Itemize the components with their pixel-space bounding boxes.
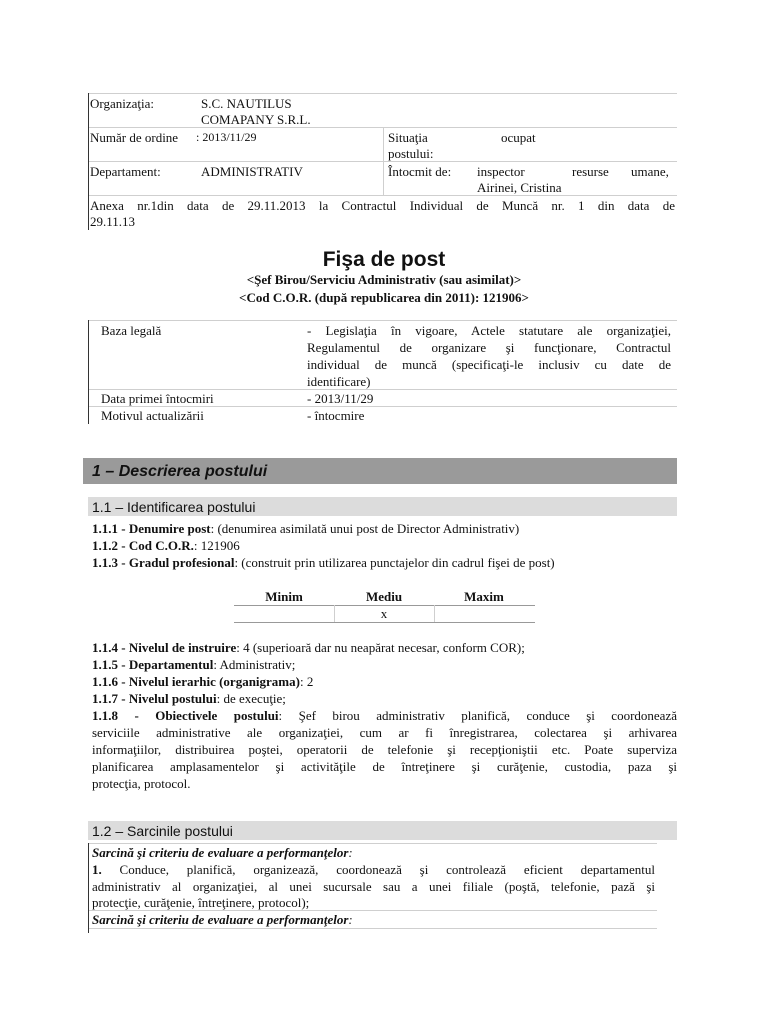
intocmit-value-word-2: resurse (572, 164, 609, 179)
baza-value-2: Regulamentul de organizare şi funcţionare, Contractul (307, 340, 671, 355)
criteria-label-1 (92, 844, 353, 861)
line-1-1-4-text: : 4 (superioară dar nu neapărat necesar, conform COR); (236, 640, 525, 655)
line-1-1-7-num: 1.1.7 - (92, 691, 129, 706)
section-1-1-heading: 1.1 – Identificarea postului (92, 499, 256, 515)
order-value: : 2013/11/29 (196, 130, 257, 144)
document-subtitle-2: <Cod C.O.R. (după republicarea din 2011): 121906> (239, 290, 529, 305)
section-1-2-heading: 1.2 – Sarcinile postului (92, 823, 233, 839)
org-value: S.C. NAUTILUS (201, 96, 292, 111)
task-1-line-2: administrativ al organizaţiei, al unei sucursale sau a unei filiale (poştă, telefonie, pază şi (92, 879, 655, 894)
line-1-1-5 (92, 656, 295, 673)
baza-value-4: identificare) (307, 374, 371, 389)
line-1-1-1-label: Denumire post (128, 521, 211, 536)
line-1-1-8-cont-4: protecţia, protocol. (92, 776, 191, 791)
line-1-1-4-num: 1.1.4 - (92, 640, 129, 655)
section-1-heading: 1 – Descrierea postului (92, 463, 268, 480)
criteria-label-1-text: Sarcină şi criteriu de evaluare a performanţelor (92, 845, 349, 860)
line-1-1-3 (92, 554, 555, 571)
org-value-2: COMAPANY S.R.L. (201, 112, 311, 127)
dept-label: Departament: (90, 164, 161, 179)
baza-value-3: individual de muncă (specificaţi-le inclusiv cu date de (307, 357, 671, 372)
line-1-1-3-num: 1.1.3 - (92, 555, 129, 570)
intocmit-value-word-1: inspector (477, 164, 525, 179)
line-1-1-5-text: : Administrativ; (213, 657, 296, 672)
line-1-1-3-text: : (construit prin utilizarea punctajelor din cadrul fişei de post) (234, 555, 555, 570)
line-1-1-2-text: : 121906 (193, 538, 240, 553)
anexa-line-1: Anexa nr.1din data de 29.11.2013 la Contractul Individual de Muncă nr. 1 din data de (90, 198, 675, 213)
line-1-1-8-cont-3: planificarea amplasamentelor şi activităţile de întreţinere şi curăţenie, custodia, paza şi (92, 759, 677, 774)
dept-value: ADMINISTRATIV (201, 164, 303, 179)
task-1-line-1 (92, 861, 655, 878)
motiv-value: - întocmire (307, 408, 365, 423)
org-label: Organizaţia: (90, 96, 155, 111)
line-1-1-5-label: Departamentul (128, 657, 214, 672)
document-title: Fişa de post (322, 248, 446, 271)
grade-header-minim: Minim (265, 589, 303, 604)
line-1-1-6-label: Nivelul ierarhic (organigrama) (128, 674, 300, 689)
criteria-label-1-colon: : (348, 845, 353, 860)
line-1-1-1 (92, 520, 519, 537)
line-1-1-6 (92, 673, 313, 690)
task-1-line-3: protecţie, curăţenie, întreţinere, protocol); (92, 895, 310, 910)
task-1-num: 1. (92, 862, 102, 877)
line-1-1-8-num: 1.1.8 - (92, 708, 156, 723)
situatia-value: ocupat (501, 130, 536, 145)
baza-label: Baza legală (101, 323, 162, 338)
situatia-label-2: postului: (388, 146, 434, 161)
intocmit-value-word-3: umane, (631, 164, 669, 179)
grade-header-mediu: Mediu (365, 589, 403, 604)
motiv-label: Motivul actualizării (101, 408, 204, 423)
line-1-1-7-label: Nivelul postului (128, 691, 217, 706)
line-1-1-8-text: : Şef birou administrativ planifică, conduce şi coordonează (278, 708, 677, 723)
data-value: - 2013/11/29 (307, 391, 374, 406)
line-1-1-4-label: Nivelul de instruire (128, 640, 237, 655)
line-1-1-2 (92, 537, 240, 554)
line-1-1-7-text: : de execuţie; (216, 691, 286, 706)
line-1-1-8-label: Obiectivele postului (155, 708, 279, 723)
order-label: Număr de ordine (90, 130, 179, 145)
line-1-1-8-cont-1: serviciile administrative ale organizaţiei, cum ar fi înregistrarea, colectarea şi arhivarea (92, 725, 677, 740)
task-1-text: Conduce, planifică, organizează, coordonează şi controlează eficient departamentul (101, 862, 655, 877)
criteria-label-2-text: Sarcină şi criteriu de evaluare a performanţelor (92, 912, 349, 927)
line-1-1-1-text: : (denumirea asimilată unui post de Director Administrativ) (210, 521, 520, 536)
intocmit-value-2: Airinei, Cristina (477, 180, 562, 195)
line-1-1-5-num: 1.1.5 - (92, 657, 129, 672)
line-1-1-3-label: Gradul profesional (128, 555, 235, 570)
line-1-1-6-text: : 2 (299, 674, 314, 689)
criteria-label-2-colon: : (348, 912, 353, 927)
line-1-1-2-label: Cod C.O.R. (128, 538, 194, 553)
data-label: Data primei întocmiri (101, 391, 214, 406)
line-1-1-4 (92, 639, 525, 656)
intocmit-label: Întocmit de: (388, 164, 452, 179)
line-1-1-8 (92, 707, 677, 724)
line-1-1-1-num: 1.1.1 - (92, 521, 129, 536)
criteria-label-2 (92, 911, 353, 928)
line-1-1-6-num: 1.1.6 - (92, 674, 129, 689)
grade-value-mediu: x (380, 606, 388, 621)
line-1-1-8-cont-2: informaţiilor, distribuirea poştei, operatorii de telefonie şi recepţioniştii etc. Poate superviza (92, 742, 677, 757)
line-1-1-2-num: 1.1.2 - (92, 538, 129, 553)
line-1-1-7 (92, 690, 286, 707)
document-subtitle-1: <Şef Birou/Serviciu Administrativ (sau asimilat)> (246, 272, 522, 287)
situatia-label: Situaţia (388, 130, 428, 145)
baza-value-1: - Legislaţia în vigoare, Actele statutare ale organizaţiei, (307, 323, 671, 338)
anexa-line-2: 29.11.13 (90, 214, 136, 229)
grade-header-maxim: Maxim (464, 589, 504, 604)
